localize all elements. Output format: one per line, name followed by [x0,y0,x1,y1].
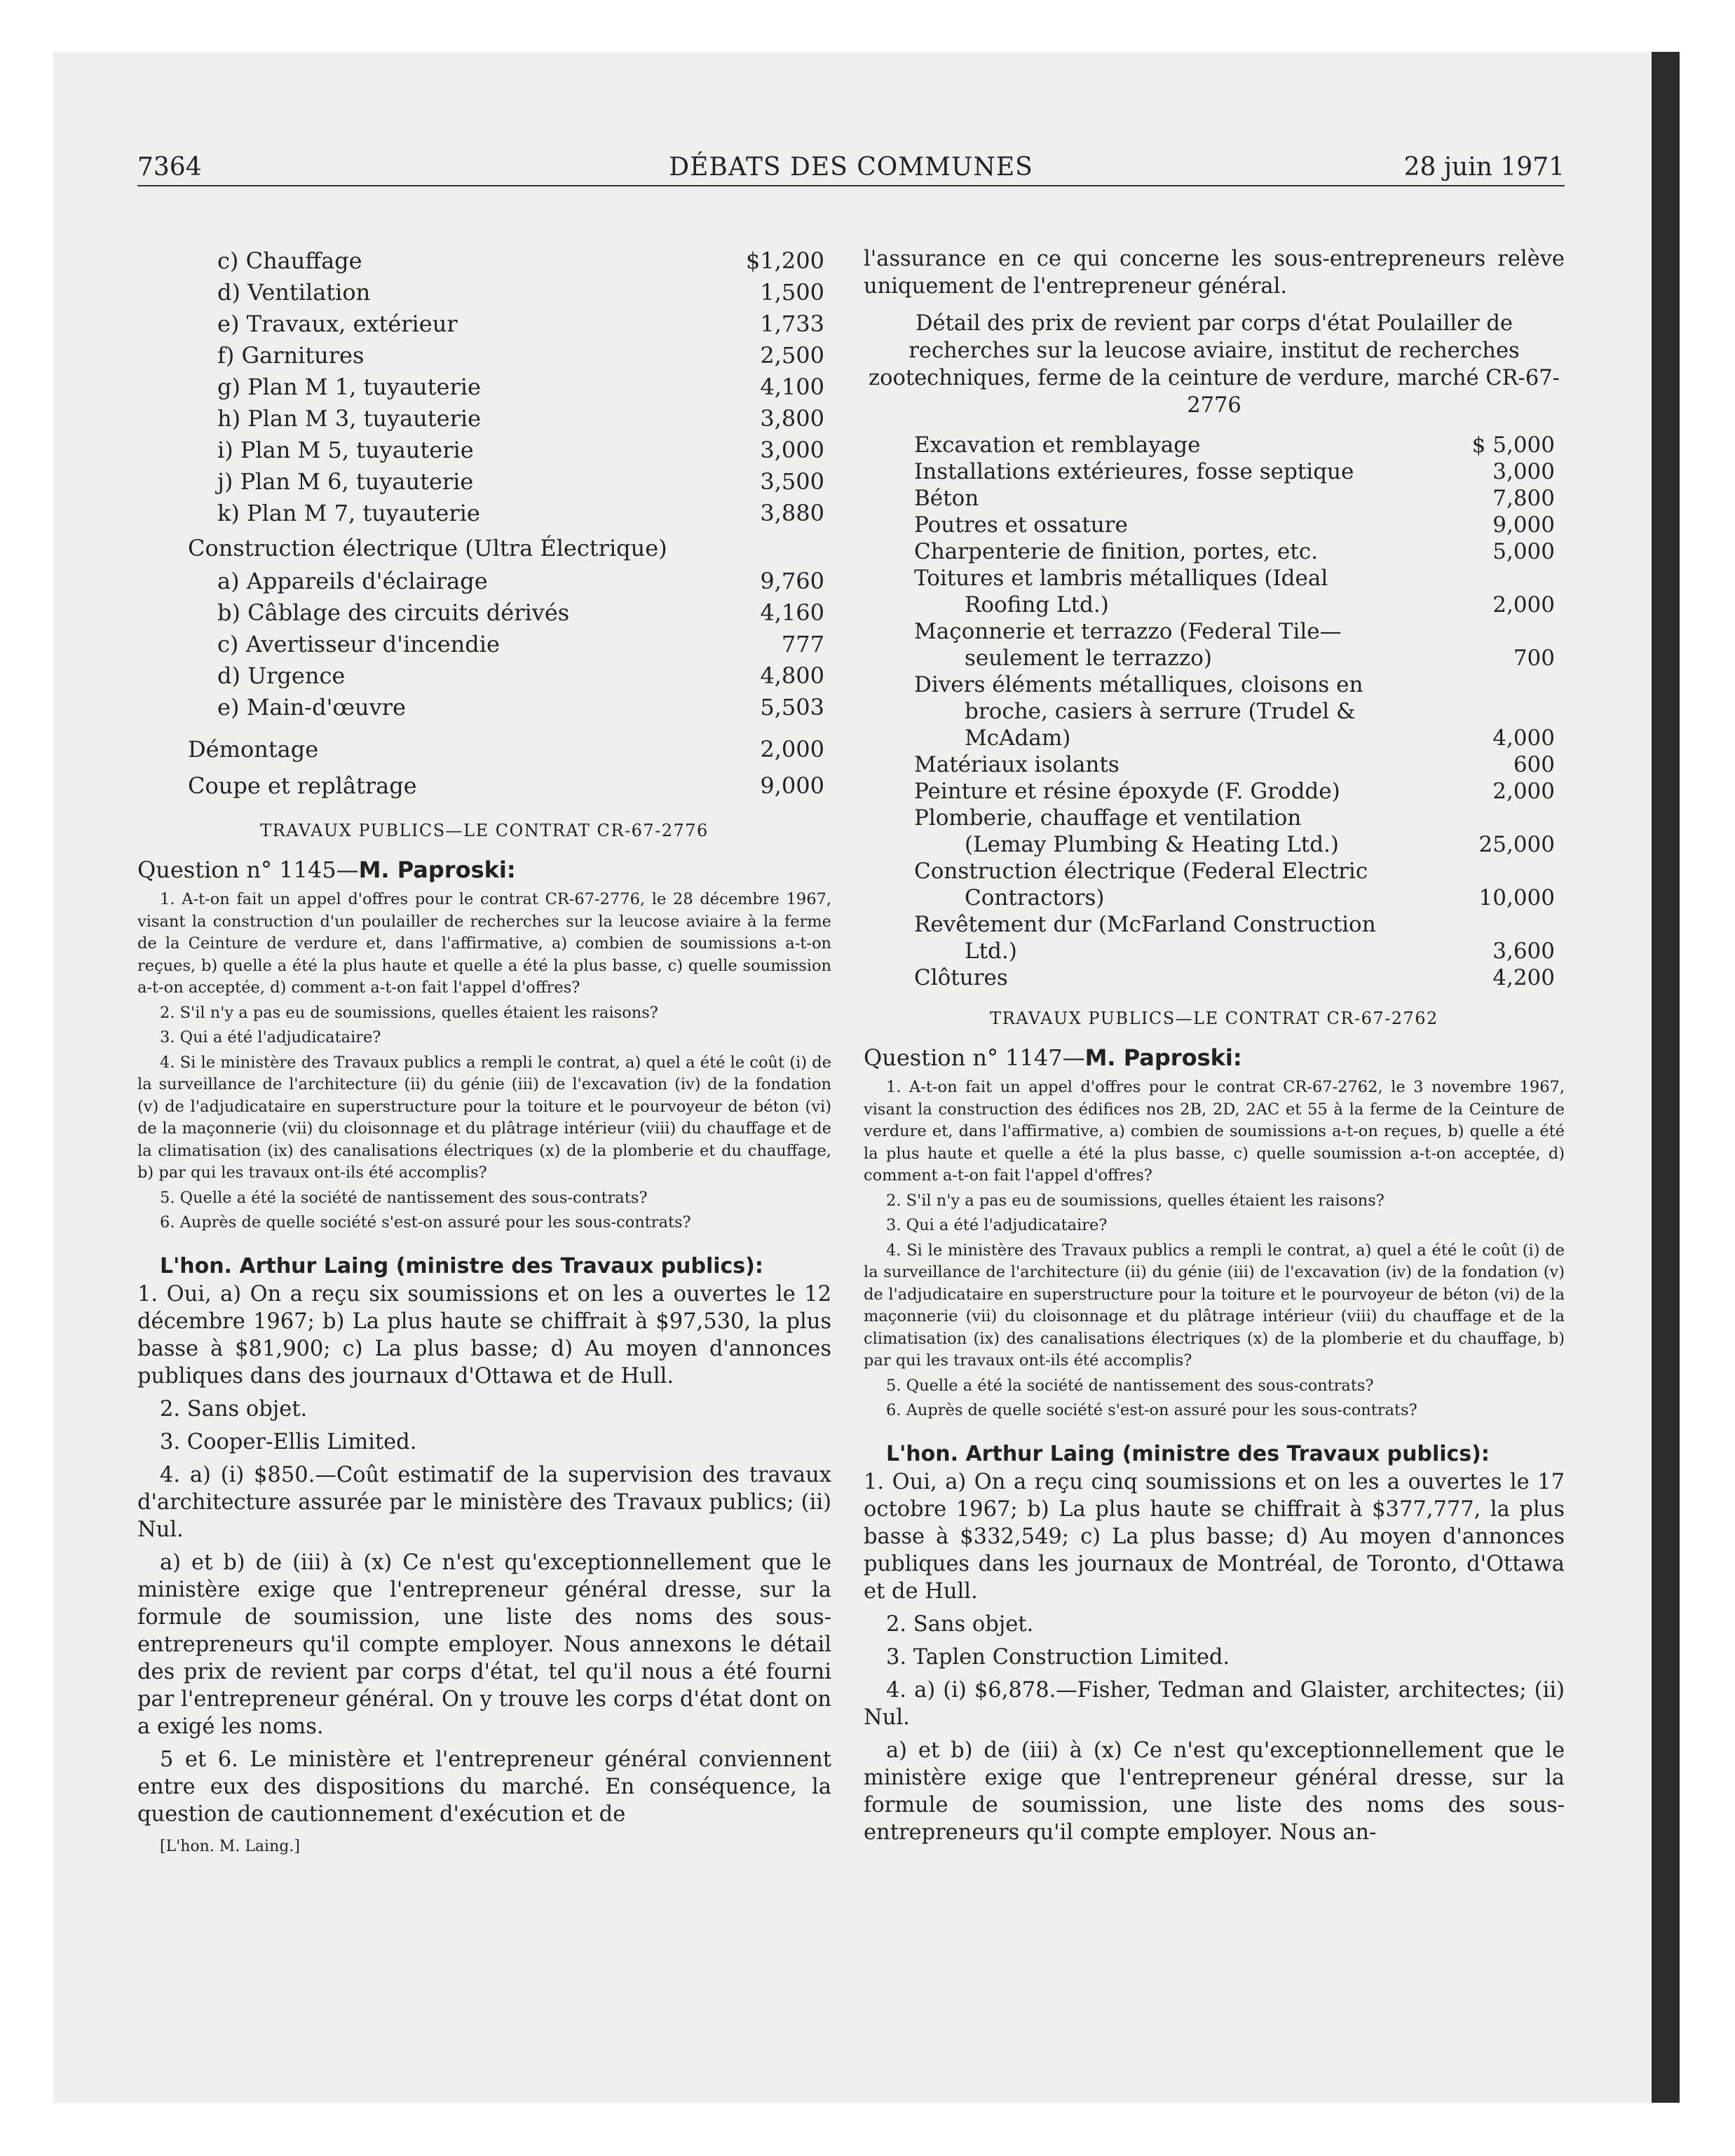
question-text: 3. Qui a été l'adjudicataire? [160,1028,381,1046]
cost-row: d) Ventilation 1,500 [217,279,824,306]
question-text: 2. S'il n'y a pas eu de soumissions, quelles étaient les raisons? [160,1003,658,1022]
question-heading: Question n° 1147—M. Paproski: [864,1044,1242,1071]
left-column [137,245,831,1859]
cost-row: Excavation et remblayage $ 5,000 [914,432,1555,458]
answer-text: a) et b) de (iii) à (x) Ce n'est qu'exceptionnellement que le ministère exige que l'entrepreneur général dresse, sur la formule de soumission, une liste des noms des sous-entrepreneurs qu'il compte employer. Nous an- [864,1738,1565,1845]
cost-row: Revêtement dur (McFarland Construction Ltd.) 3,600 [914,912,1555,964]
answer-text: a) et b) de (iii) à (x) Ce n'est qu'exceptionnellement que le ministère exige que l'entrepreneur général dresse, sur la formule de soumission, une liste des noms des sous-entrepreneurs qu'il compte employer. Nous annexons le détail des prix de revient par corps d'état, tel qu'il nous a été fourni par l'entrepreneur général. On y trouve les corps d'état dont on a exigé les noms. [137,1550,831,1739]
question-text: 3. Qui a été l'adjudicataire? [886,1216,1108,1234]
cost-row: Toitures et lambris métalliques (Ideal Roofing Ltd.) 2,000 [914,566,1555,618]
cost-row: Clôtures 4,200 [914,965,1555,990]
answer-text: 3. Cooper-Ellis Limited. [160,1429,417,1454]
answer-text: 1. Oui, a) On a reçu six soumissions et on les a ouvertes le 12 décembre 1967; b) La plus haute se chiffrait à $97,530, la plus basse à $81,900; c) La plus basse; d) Au moyen d'annonces publiques dans des journaux d'Ottawa et de Hull. [137,1281,831,1389]
question-text: 4. Si le ministère des Travaux publics a rempli le contrat, a) quel a été le coût (i) de la surveillance de l'architecture (ii) du génie (iii) de l'excavation (iv) de la fondation (v) de l'adjudicataire en superstructure pour la toiture et le pourvoyeur de béton (vi) de la maçonnerie (vii) du cloisonnage et du plâtrage intérieur (viii) du chauffage et de la climatisation (ix) des canalisations électriques (x) de la plomberie et du chauffage, b) par qui les travaux ont-ils été accomplis? [137,1053,831,1182]
question-text: 4. Si le ministère des Travaux publics a rempli le contrat, a) quel a été le coût (i) de la surveillance de l'architecture (ii) du génie (iii) de l'excavation (iv) de la fondation (v) de l'adjudicataire en superstructure pour la toiture et le pourvoyeur de béton (vi) de la maçonnerie (vii) du cloisonnage et du plâtrage intérieur (viii) du chauffage et de la climatisation (ix) des canalisations électriques (x) de la plomberie et du chauffage, b) par qui les travaux ont-ils été accomplis? [864,1241,1565,1370]
cost-row: Charpenterie de finition, portes, etc. 5,000 [914,539,1555,564]
cost-row: c) Avertisseur d'incendie 777 [217,631,824,657]
question-text: 2. S'il n'y a pas eu de soumissions, quelles étaient les raisons? [886,1191,1384,1210]
cost-row: c) Chauffage $1,200 [217,247,824,274]
cost-row: Installations extérieures, fosse septique 3,000 [914,459,1555,484]
cost-detail-table [864,432,1565,991]
cost-row: Plomberie, chauffage et ventilation (Lemay Plumbing & Heating Ltd.) 25,000 [914,805,1555,857]
cost-row: i) Plan M 5, tuyauterie 3,000 [217,437,824,463]
cost-row: Maçonnerie et terrazzo (Federal Tile— seulement le terrazzo) 700 [914,619,1555,671]
cost-row: Démontage 2,000 [188,736,824,763]
cost-row: Poutres et ossature 9,000 [914,512,1555,538]
cost-row: e) Main-d'œuvre 5,503 [217,694,824,721]
cost-row: Divers éléments métalliques, cloisons en broche, casiers à serrure (Trudel & McAdam) 4,000 [914,672,1555,751]
cost-list-a [137,245,831,803]
cost-row: b) Câblage des circuits dérivés 4,160 [217,599,824,626]
question-heading: Question n° 1145—M. Paproski: [137,857,516,883]
answer-text: 2. Sans objet. [886,1611,1034,1637]
speaker-note: [L'hon. M. Laing.] [160,1837,300,1855]
cost-row: f) Garnitures 2,500 [217,342,824,369]
contract-heading: TRAVAUX PUBLICS—LE CONTRAT CR-67-2762 [990,1009,1438,1028]
question-text: 6. Auprès de quelle société s'est-on assuré pour les sous-contrats? [160,1213,691,1231]
answer-speaker: L'hon. Arthur Laing (ministre des Travaux publics): [886,1441,1490,1466]
question-text: 5. Quelle a été la société de nantissement des sous-contrats? [886,1376,1374,1395]
cost-row: Peinture et résine époxyde (F. Grodde) 2,000 [914,779,1555,804]
right-column [864,245,1565,1846]
cost-detail-title: Détail des prix de revient par corps d'état Poulailler de recherches sur la leucose aviaire, institut de recherches zootechniques, ferme de la ceinture de verdure, marché CR-67-2776 [869,311,1560,418]
answer-text: 4. a) (i) $850.—Coût estimatif de la supervision des travaux d'architecture assurée par le ministère des Travaux publics; (ii) Nul. [137,1462,831,1542]
continued-text: l'assurance en ce qui concerne les sous-entrepreneurs relève uniquement de l'entrepreneur général. [864,247,1565,299]
answer-text: 1. Oui, a) On a reçu cinq soumissions et on les a ouvertes le 17 octobre 1967; b) La plus haute se chiffrait à $377,777, la plus basse à $332,549; c) La plus basse; d) Au moyen d'annonces publiques dans les journaux de Montréal, de Toronto, d'Ottawa et de Hull. [864,1469,1565,1604]
cost-row: j) Plan M 6, tuyauterie 3,500 [217,468,824,495]
cost-row: a) Appareils d'éclairage 9,760 [217,568,824,594]
cost-row: k) Plan M 7, tuyauterie 3,880 [217,500,824,526]
answer-text: 4. a) (i) $6,878.—Fisher, Tedman and Glaister, architectes; (ii) Nul. [864,1677,1565,1730]
cost-row: Matériaux isolants 600 [914,752,1555,777]
answer-text: 3. Taplen Construction Limited. [886,1644,1230,1670]
section-heading: Construction électrique (Ultra Électrique) [188,535,667,561]
question-text: 1. A-t-on fait un appel d'offres pour le contrat CR-67-2776, le 28 décembre 1967, visant la construction d'un poulailler de recherches sur la leucose aviaire à la ferme de la Ceinture de verdure et, dans l'affirmative, a) combien de soumissions a-t-on reçues, b) quelle a été la plus haute et quelle a été la plus basse, c) quelle soumission a-t-on acceptée, d) comment a-t-on fait l'appel d'offres? [137,890,831,997]
cost-row: d) Urgence 4,800 [217,662,824,689]
cost-row: e) Travaux, extérieur 1,733 [217,311,824,337]
contract-heading: TRAVAUX PUBLICS—LE CONTRAT CR-67-2776 [260,821,709,840]
scan-edge [1652,52,1680,2103]
cost-row: h) Plan M 3, tuyauterie 3,800 [217,405,824,432]
answer-speaker: L'hon. Arthur Laing (ministre des Travaux publics): [160,1253,763,1278]
publication-title: DÉBATS DES COMMUNES [669,153,1033,182]
answer-text: 2. Sans objet. [160,1396,308,1421]
cost-row: Construction électrique (Federal Electric Contractors) 10,000 [914,859,1555,910]
page-header [137,150,1565,186]
page-number: 7364 [137,153,202,182]
question-text: 5. Quelle a été la société de nantissement des sous-contrats? [160,1188,648,1207]
question-text: 6. Auprès de quelle société s'est-on assuré pour les sous-contrats? [886,1401,1417,1419]
cost-row: Béton 7,800 [914,486,1555,511]
page-date: 28 juin 1971 [1403,153,1565,182]
cost-row: Coupe et replâtrage 9,000 [188,772,824,799]
answer-text: 5 et 6. Le ministère et l'entrepreneur général conviennent entre eux des dispositions du marché. En conséquence, la question de cautionnement d'exécution et de [137,1747,831,1827]
cost-row: g) Plan M 1, tuyauterie 4,100 [217,374,824,400]
question-text: 1. A-t-on fait un appel d'offres pour le contrat CR-67-2762, le 3 novembre 1967, visant la construction des édifices nos 2B, 2D, 2AC et 55 à la ferme de la Ceinture de verdure et, dans l'affirmative, a) combien de soumissions a-t-on reçues, b) quelle a été la plus haute et quelle a été la plus basse, c) quelle soumission a-t-on acceptée, d) comment a-t-on fait l'appel d'offres? [864,1078,1565,1185]
